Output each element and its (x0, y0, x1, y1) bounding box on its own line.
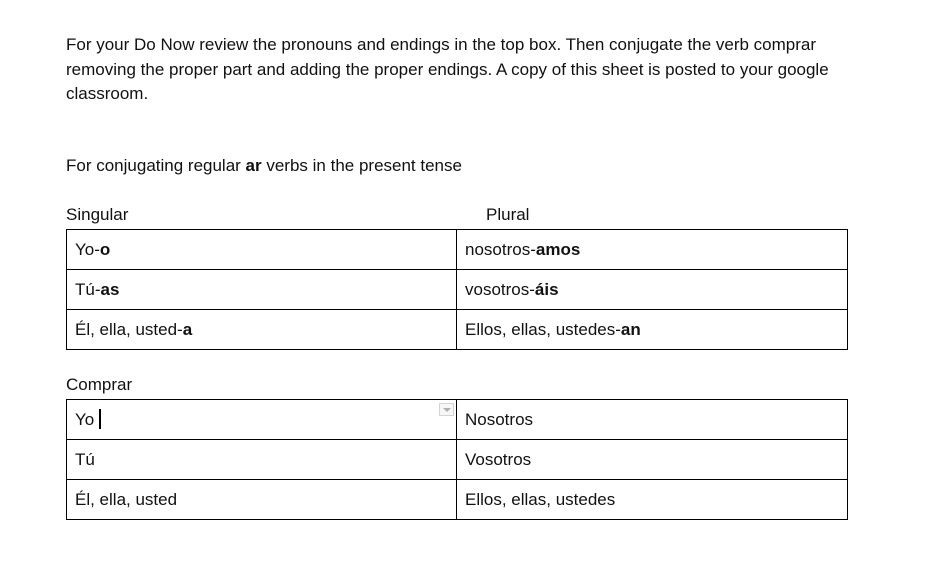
endings-table (66, 229, 848, 350)
table-cell[interactable] (67, 310, 457, 350)
section-subtitle[interactable] (66, 154, 462, 178)
chevron-down-icon[interactable] (439, 403, 454, 416)
pronoun-text: Vosotros (465, 449, 532, 469)
pronoun-text: Él, ella, usted- (75, 319, 183, 339)
pronoun-text: Ellos, ellas, ustedes- (465, 319, 621, 339)
table-cell[interactable] (457, 440, 848, 480)
verb-heading[interactable]: Comprar (66, 375, 133, 394)
table-cell[interactable] (457, 310, 848, 350)
table-cell[interactable] (67, 480, 457, 520)
table-cell-active[interactable] (67, 400, 457, 440)
ending-text: an (620, 319, 641, 339)
table-cell[interactable] (67, 270, 457, 310)
pronoun-text: Yo- (75, 239, 100, 259)
subtitle-prefix: For conjugating regular (66, 156, 246, 175)
ending-text: o (99, 239, 111, 259)
conjugation-table (66, 399, 848, 520)
table-row (67, 440, 848, 480)
ending-text: áis (534, 279, 559, 299)
pronoun-text: nosotros- (465, 239, 536, 259)
singular-heading[interactable]: Singular (66, 205, 129, 224)
pronoun-text: vosotros- (465, 279, 535, 299)
table-cell[interactable] (67, 230, 457, 270)
table-row (67, 230, 848, 270)
table-row (67, 480, 848, 520)
table-cell[interactable] (457, 230, 848, 270)
ending-text: amos (535, 239, 581, 259)
pronoun-text: Tú (75, 449, 95, 469)
pronoun-text: Él, ella, usted (75, 489, 178, 509)
table-cell[interactable] (457, 480, 848, 520)
subtitle-suffix: verbs in the present tense (261, 156, 462, 175)
pronoun-text: Nosotros (465, 409, 534, 429)
pronoun-text: Ellos, ellas, ustedes (465, 489, 616, 509)
subtitle-emphasis: ar (245, 156, 262, 175)
column-headings (66, 203, 847, 227)
instructions-paragraph[interactable]: For your Do Now review the pronouns and endings in the top box. Then conjugate the verb comprar removing the proper part and adding the proper endings. A copy of this sheet is posted to your google classroom. (66, 35, 829, 103)
pronoun-text: Yo (75, 410, 95, 429)
table-row (67, 270, 848, 310)
table-cell[interactable] (457, 270, 848, 310)
pronoun-text: Tú- (75, 279, 101, 299)
table-cell[interactable] (457, 400, 848, 440)
table-cell[interactable] (67, 440, 457, 480)
plural-heading[interactable]: Plural (486, 205, 530, 224)
ending-text: as (100, 279, 120, 299)
text-cursor (99, 409, 101, 429)
table-row (67, 400, 848, 440)
ending-text: a (182, 319, 193, 339)
table-row (67, 310, 848, 350)
